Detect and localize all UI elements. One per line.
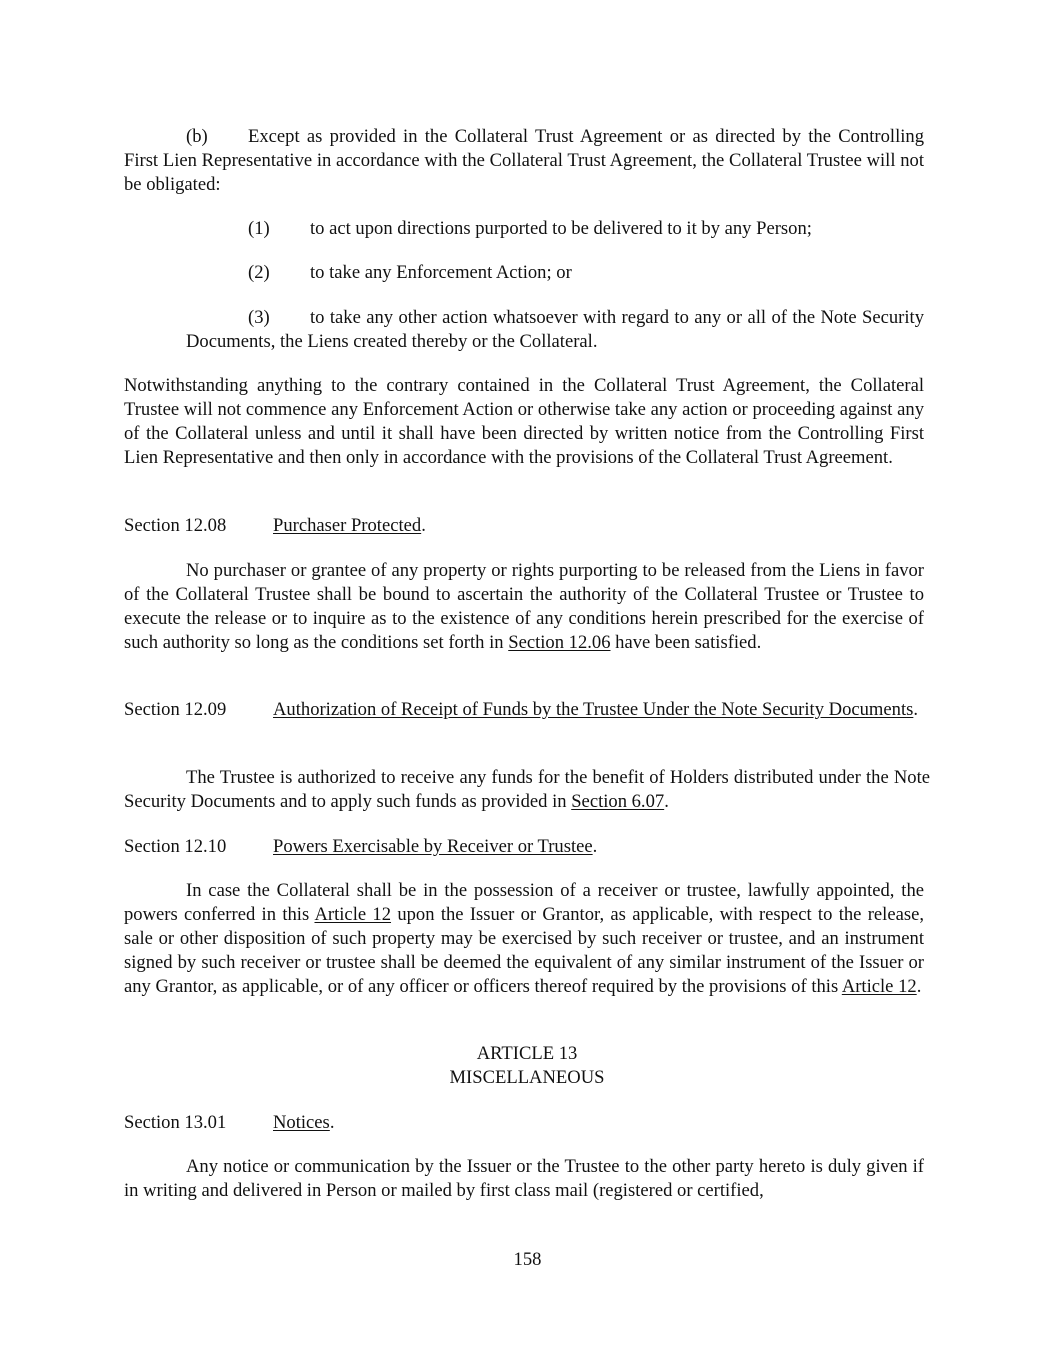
list-item-2 [186,261,924,285]
list-item-number: (2) [248,262,270,283]
list-item-number: (1) [248,218,270,239]
cross-reference-link[interactable]: Article 12 [314,904,392,925]
section-13-01-body: Any notice or communication by the Issuer or the Trustee to the other party hereto is duly given if in writing and delivered in Person or mailed by first class mail (registered or certified, [124,1156,924,1201]
section-title-period: . [329,1112,335,1133]
body-text: have been satisfied. [610,632,762,653]
section-title: Notices [273,1112,330,1133]
body-text: In case the Collateral shall be in the possession of a receiver or trustee, lawfully appointed, the powers conferred in this [124,880,924,925]
section-12-10-body [124,879,924,999]
body-text: No purchaser or grantee of any property or rights purporting to be released from the Liens in favor of the Collateral Trustee shall be bound to ascertain the authority of the Collateral Trustee or Trustee to execute the release or to inquire as to the existence of any conditions herein prescribed for the exercise of such authority so long as the conditions set forth in [124,560,924,653]
section-title: Purchaser Protected [273,515,422,536]
section-number: Section 12.09 [124,699,227,720]
body-text: . [916,976,922,997]
section-12-08-body [124,559,924,655]
list-item-text: to take any Enforcement Action; or [310,262,572,283]
list-item-text: to take any other action whatsoever with regard to any or all of the Note Security Documents, the Liens created thereby or the Collateral. [186,307,924,352]
body-text: The Trustee is authorized to receive any funds for the benefit of Holders distributed under the Note Security Documents and to apply such funds as provided in [124,767,930,812]
page-number: 158 [513,1249,542,1270]
section-12-09-heading [124,698,930,722]
body-text: upon the Issuer or Grantor, as applicable, with respect to the release, sale or other disposition of such property may be exercised by such receiver or trustee, and an instrument signed by such receiver or trustee shall be deemed the equivalent of any similar instrument of the Issuer or any Grantor, as applicable, or of any officer or officers thereof required by the provisions of this [124,904,924,997]
paragraph-b-label: (b) [186,126,208,147]
cross-reference-link[interactable]: Section 6.07 [571,791,665,812]
section-13-01-heading [124,1111,924,1135]
list-item-3 [186,306,924,354]
paragraph-b-text: Except as provided in the Collateral Trust Agreement or as directed by the Controlling First Lien Representative in accordance with the Collateral Trust Agreement, the Collateral Trustee will not be obligated: [124,126,924,195]
section-title: Powers Exercisable by Receiver or Trustee [273,836,593,857]
notwithstanding-paragraph: Notwithstanding anything to the contrary contained in the Collateral Trust Agreement, the Collateral Trustee will not commence any Enforcement Action or otherwise take any action or proceeding against any of the Collateral unless and until it shall have been directed by written notice from the Controlling First Lien Representative and then only in accordance with the provisions of the Collateral Trust Agreement. [124,375,924,468]
cross-reference-link[interactable]: Section 12.06 [508,632,611,653]
section-number: Section 12.10 [124,836,227,857]
list-item-number: (3) [248,307,270,328]
section-title: Authorization of Receipt of Funds by the Trustee Under the Note Security Documents [273,699,914,720]
section-title-period: . [421,515,426,536]
section-number: Section 12.08 [124,515,227,536]
section-title-period: . [913,699,918,720]
paragraph-b [124,125,924,197]
article-heading: ARTICLE 13 [476,1043,578,1064]
section-12-10-heading [124,835,924,859]
list-item-text: to act upon directions purported to be delivered to it by any Person; [310,218,812,239]
list-item-1 [186,217,924,241]
body-text: . [664,791,669,812]
section-title-period: . [592,836,598,857]
cross-reference-link[interactable]: Article 12 [841,976,917,997]
article-title: MISCELLANEOUS [449,1067,605,1088]
section-12-08-heading [124,514,924,538]
section-12-09-body [124,766,930,814]
section-number: Section 13.01 [124,1112,227,1133]
